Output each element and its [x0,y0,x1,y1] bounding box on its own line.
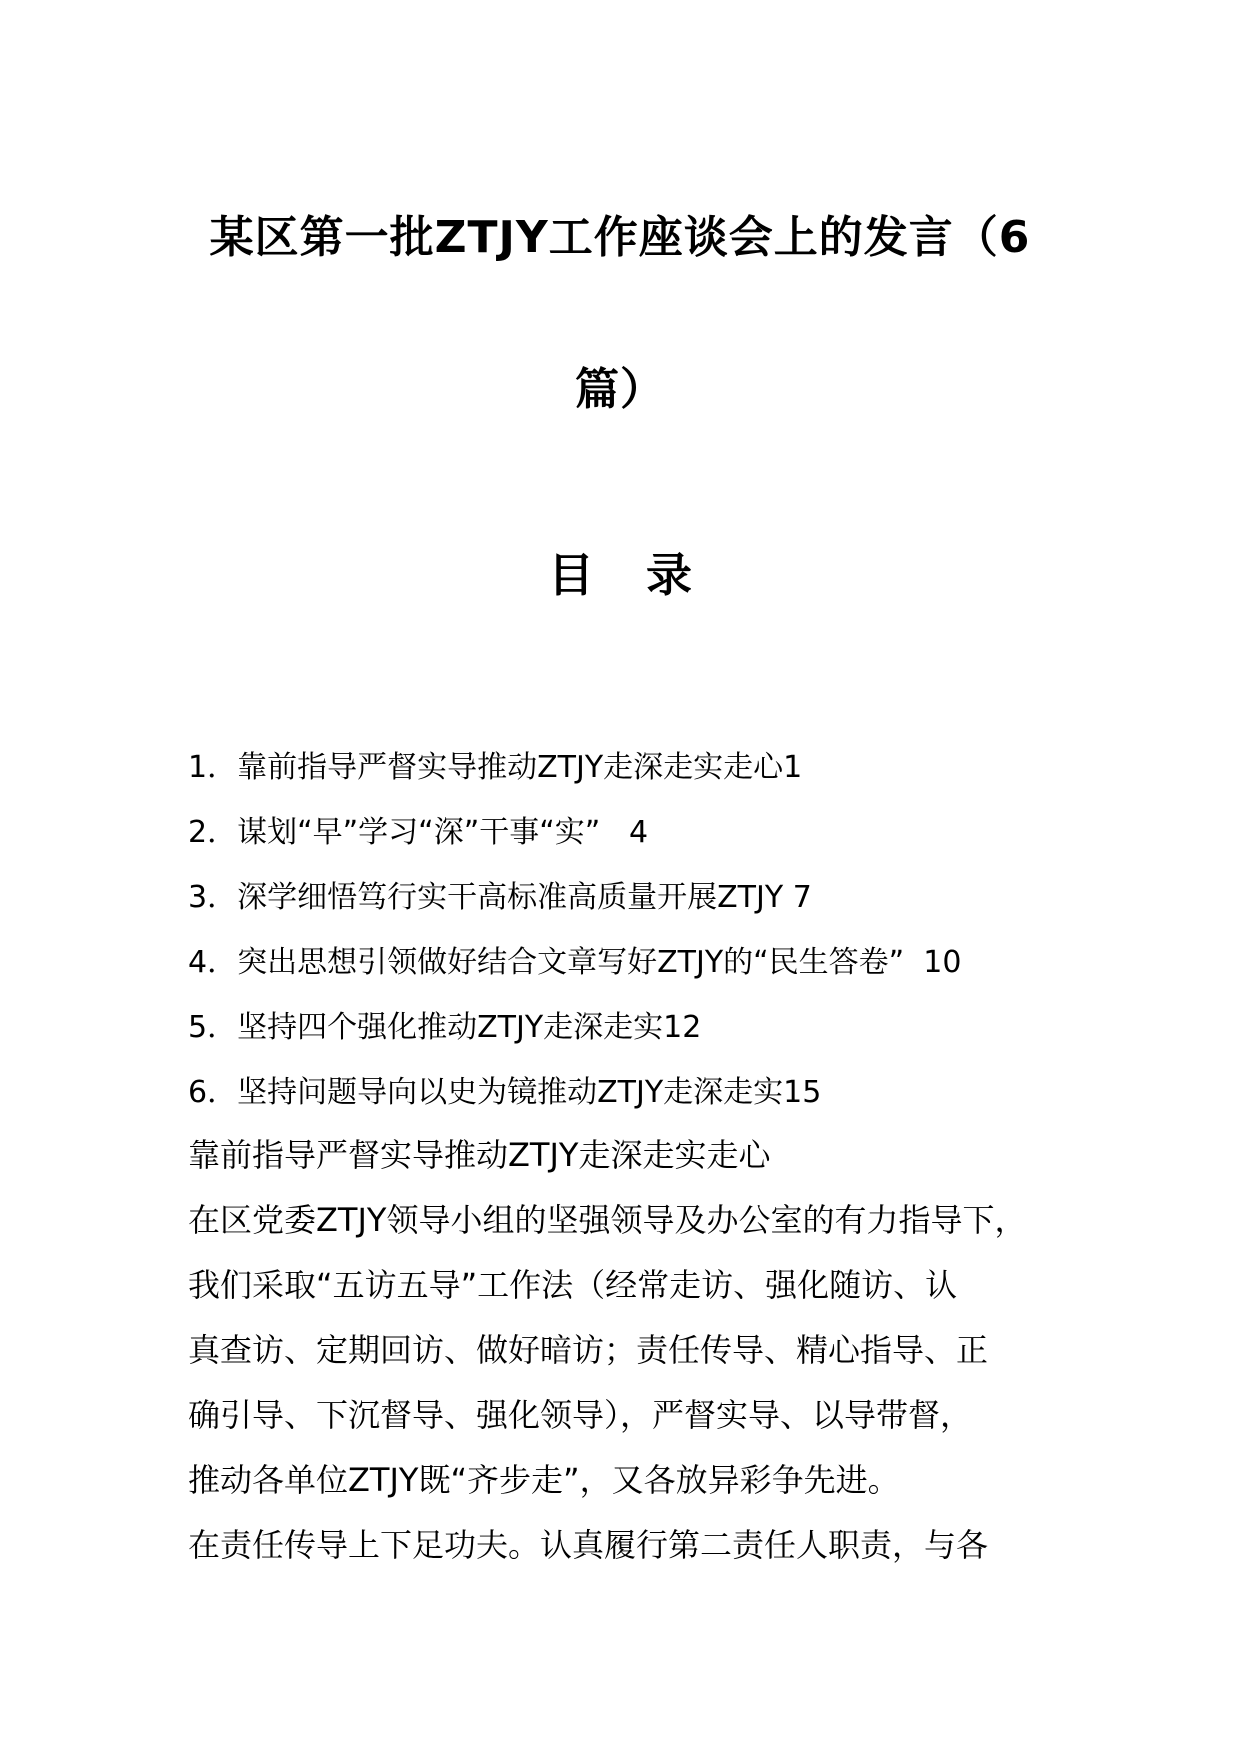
toc-item-title: 坚持四个强化推动ZTJY走深走实 [237,1010,664,1045]
body-line: 在责任传导上下足功夫。认真履行第二责任人职责，与各 [188,1526,989,1564]
toc-item-title: 突出思想引领做好结合文章写好ZTJY的“民生答卷” [237,945,905,980]
toc-item-page: 7 [783,880,812,915]
toc-item [188,930,1108,995]
table-of-contents [188,735,1108,1125]
toc-item [188,1060,1108,1125]
toc-item-page: 1 [783,750,803,785]
toc-item-page: 10 [904,945,962,980]
toc-item [188,800,1108,865]
toc-item-page: 4 [600,815,649,850]
toc-item-page: 12 [663,1010,702,1045]
toc-item [188,995,1108,1060]
toc-item-number: 2． [188,815,238,850]
body-text [188,1123,1088,1578]
section-heading: 靠前指导严督实导推动ZTJY走深走实走心 [188,1136,771,1174]
toc-item [188,735,1108,800]
toc-item-number: 5． [188,1010,238,1045]
body-line: 推动各单位ZTJY既“齐步走”，又各放异彩争先进。 [188,1461,900,1499]
document-title-line-2: 篇） [575,364,665,415]
body-line: 确引导、下沉督导、强化领导），严督实导、以导带督， [188,1396,973,1434]
toc-item-title: 靠前指导严督实导推动ZTJY走深走实走心 [237,750,784,785]
toc-heading: 目 录 [547,548,710,602]
toc-item-title: 谋划“早”学习“深”干事“实” [237,815,601,850]
toc-item-number: 4． [188,945,238,980]
body-line: 我们采取“五访五导”工作法（经常走访、强化随访、认 [188,1266,958,1304]
toc-item-page: 15 [783,1075,822,1110]
document-title-line-1: 某区第一批ZTJY工作座谈会上的发言（6 [209,212,1031,263]
toc-item-number: 1． [188,750,238,785]
toc-item-title: 坚持问题导向以史为镜推动ZTJY走深走实 [237,1075,784,1110]
body-line: 在区党委ZTJY领导小组的坚强领导及办公室的有力指导下， [188,1201,1027,1239]
toc-item-number: 6． [188,1075,238,1110]
toc-item-number: 3． [188,880,238,915]
toc-item [188,865,1108,930]
toc-item-title: 深学细悟笃行实干高标准高质量开展ZTJY [237,880,784,915]
body-line: 真查访、定期回访、做好暗访；责任传导、精心指导、正 [188,1331,989,1369]
